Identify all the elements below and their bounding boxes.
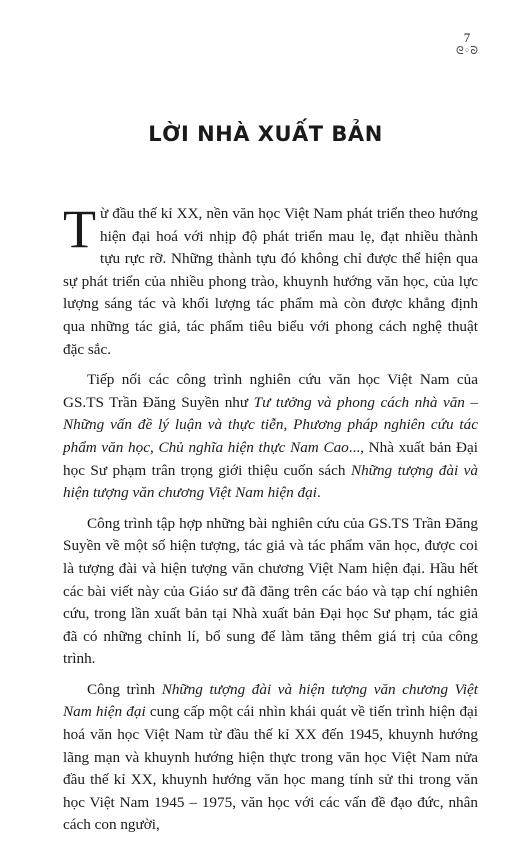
body-text [63,199,479,845]
page-ornament: ᘓ◦ᘐ [456,44,478,57]
book-title: Phương pháp nghiên cứu tác phẩm văn học [63,416,478,456]
paragraph-2-text: , [283,416,294,434]
page-number: 7 [463,30,471,45]
paragraph-1 [63,199,478,361]
book-title: Tư tưởng và phong cách nhà văn – Những vấn đề lý luận và thực tiễn [63,393,478,434]
paragraph-2-text: Tiếp nối các công trình nghiên cứu văn học Việt Nam của GS.TS Trần Đăng Suyền như [63,371,478,411]
paragraph-4-text: cung cấp một cái nhìn khái quát về tiến trình hiện đại hoá văn học Việt Nam từ đầu thế kỉ XX đến 1945, khuynh hướng lãng mạn và khuynh hướng hiện thực trong văn học Việt Nam nửa đầu thế kỉ XX, khuynh hướng văn học mang tính sử thi trong văn học Việt Nam 1945 – 1975, văn học với các vấn đề đạo đức, nhân cách con người, [63,703,479,834]
paragraph-2-text: . [316,484,321,502]
page-title: LỜI NHÀ XUẤT BẢN [148,122,383,146]
paragraph-2-text: , [149,438,159,456]
book-title: Những tượng đài và hiện tượng văn chương Việt Nam hiện đại [63,461,478,502]
paragraph-3-text: Công trình tập hợp những bài nghiên cứu của GS.TS Trần Đăng Suyền về một số hiện tượng, tác giả và tác phẩm văn học, được coi là tượng đài và hiện tượng văn chương Việt Nam hiện đại. Hầu hết các bài viết này của Giáo sư đã đăng trên các báo và tạp chí nghiên cứu, trong lần xuất bản tại Nhà xuất bản Đại học Sư phạm, tác giả đã có những chỉnh lí, bổ sung để làm tăng thêm giá trị của công trình. [63,514,478,668]
paragraph-2-text: ..., Nhà xuất bản Đại học Sư phạm trân trọng giới thiệu cuốn sách [63,438,478,479]
book-title: Những tượng đài và hiện tượng văn chương Việt Nam hiện đại [63,680,478,721]
paragraph-4 [63,679,478,837]
paragraph-4-text: Công trình [87,680,162,698]
paragraph-2 [63,369,478,505]
paragraph-3 [63,513,478,671]
book-title: Chủ nghĩa hiện thực Nam Cao [158,438,349,456]
paragraph-1-text: ừ đầu thế kỉ XX, nền văn học Việt Nam phát triển theo hướng hiện đại hoá với nhịp độ phát triển mau lẹ, đạt nhiều thành tựu rực rỡ. Những thành tựu đó không chỉ được thể hiện qua sự phát triển của nhiều phong trào, khuynh hướng văn học, của lực lượng sáng tác và khối lượng tác phẩm mà còn được khẳng định qua những tác giả, tác phẩm tiêu biểu với phong cách nghệ thuật đặc sắc. [63,205,478,358]
drop-cap: T [63,199,96,259]
